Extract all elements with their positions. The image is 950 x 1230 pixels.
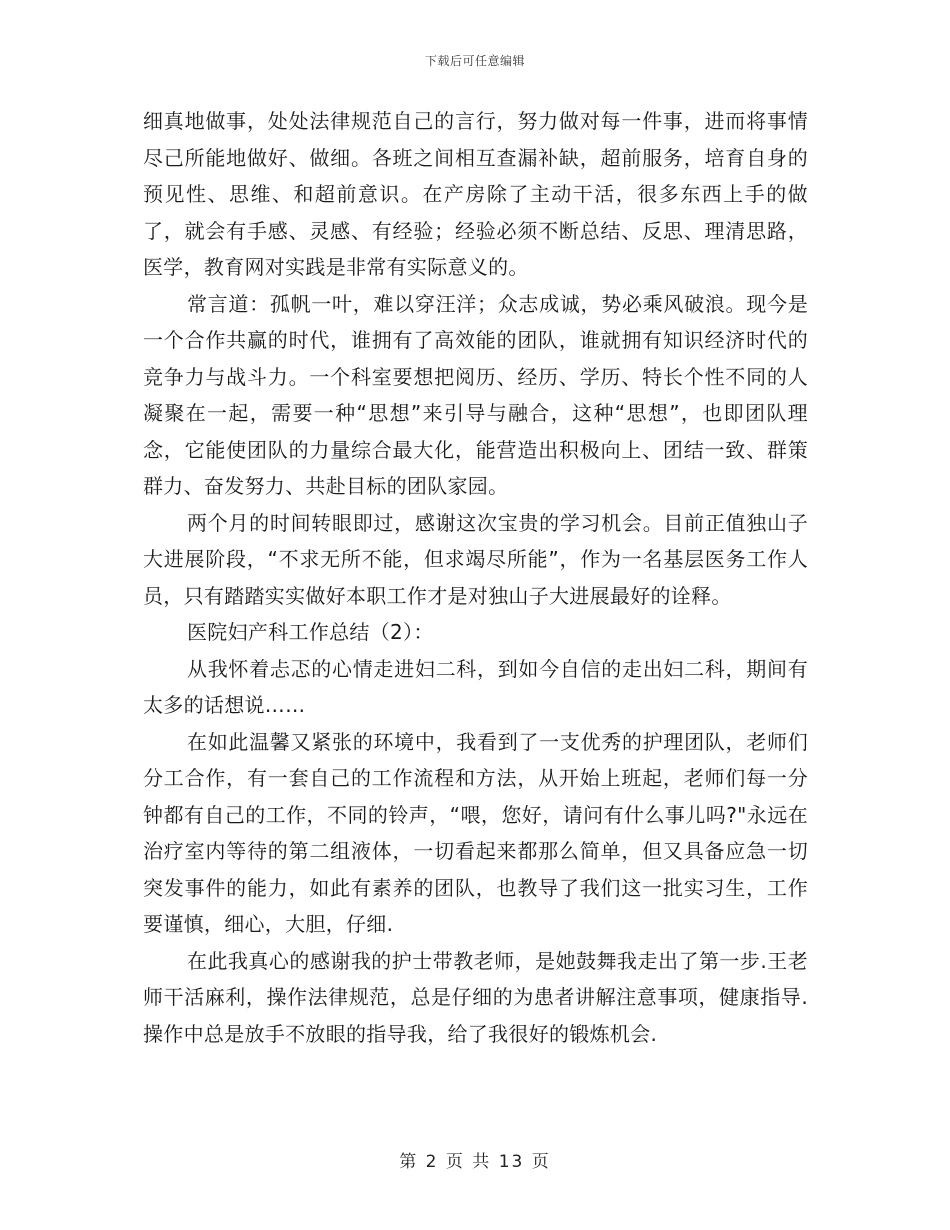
paragraph-6: 在此我真心的感谢我的护士带教老师，是她鼓舞我走出了第一步.王老师干活麻利，操作法律规范，总是仔细的为患者讲解注意事项，健康指导.操作中总是放手不放眼的指导我，给了我很好的锻炼机会. (143, 948, 808, 1046)
section-heading: 医院妇产科工作总结（2）： (187, 620, 434, 644)
page-header: 下载后可任意编辑 (424, 54, 525, 68)
paragraph-5: 在如此温馨又紧张的环境中，我看到了一支优秀的护理团队，老师们分工合作，有一套自己的工作流程和方法，从开始上班起，老师们每一分钟都有自己的工作，不同的铃声，“喂，您好，请问有什么事儿吗?"永远在治疗室内等待的第二组液体，一切看起来都那么简单，但又具备应急一切突发事件的能力，如此有素养的团队，也教导了我们这一批实习生，工作要谨慎，细心，大胆，仔细. (143, 729, 808, 936)
document-body (143, 103, 808, 1052)
paragraph-1: 细真地做事，处处法律规范自己的言行，努力做对每一件事，进而将事情尽己所能地做好、做细。各班之间相互查漏补缺，超前服务，培育自身的预见性、思维、和超前意识。在产房除了主动干活，很多东西上手的做了，就会有手感、灵感、有经验；经验必须不断总结、反思、理清思路，医学，教育网对实践是非常有实际意义的。 (143, 109, 808, 279)
paragraph-4: 从我怀着忐忑的心情走进妇二科，到如今自信的走出妇二科，期间有太多的话想说…… (143, 656, 808, 717)
paragraph-3: 两个月的时间转眼即过，感谢这次宝贵的学习机会。目前正值独山子大进展阶段，“不求无所不能，但求竭尽所能”，作为一名基层医务工作人员，只有踏踏实实做好本职工作才是对独山子大进展最好的诠释。 (143, 510, 808, 608)
paragraph-2: 常言道：孤帆一叶，难以穿汪洋；众志成诚，势必乘风破浪。现今是一个合作共赢的时代，谁拥有了高效能的团队，谁就拥有知识经济时代的竞争力与战斗力。一个科室要想把阅历、经历、学历、特长个性不同的人凝聚在一起，需要一种“思想”来引导与融合，这种“思想”，也即团队理念，它能使团队的力量综合最大化，能营造出积极向上、团结一致、群策群力、奋发努力、共赴目标的团队家园。 (143, 291, 808, 498)
page-number-footer: 第 2 页 共 13 页 (399, 1152, 551, 1172)
